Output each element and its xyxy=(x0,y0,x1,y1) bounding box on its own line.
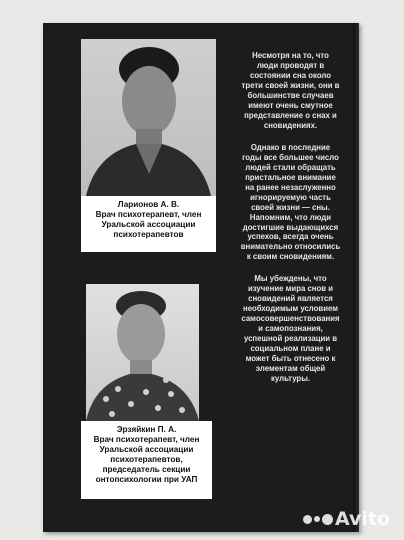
text-line: сновидений является xyxy=(248,294,333,304)
text-line: и самопознания, xyxy=(258,324,323,334)
author-photo-top xyxy=(81,39,216,196)
caption-line: председатель секции xyxy=(102,465,191,474)
text-line: большинстве случаев xyxy=(247,90,334,100)
caption-line: Врач психотерапевт, член xyxy=(93,435,200,444)
text-line: Однако в последние xyxy=(250,142,331,152)
text-line: своей жизни — сны. xyxy=(251,202,330,212)
text-line: внимательно относились xyxy=(240,242,341,252)
caption-line: психотерапевтов, xyxy=(110,455,183,464)
text-line: игнорируемую часть xyxy=(250,192,331,202)
text-line: сновидениях. xyxy=(263,120,318,130)
text-line: к своим сновидениям. xyxy=(246,252,335,262)
blurb-paragraph-1 xyxy=(228,51,353,131)
author-photo-bottom xyxy=(86,284,199,421)
text-line: представление о снах и xyxy=(244,110,337,120)
text-line: Мы убеждены, что xyxy=(254,274,327,284)
text-line: самосовершенствования xyxy=(241,314,340,324)
text-line: успешной реализации в xyxy=(243,334,338,344)
text-line: люди проводят в xyxy=(256,60,325,70)
author-caption-top xyxy=(81,196,216,252)
blurb-paragraph-3 xyxy=(228,274,353,384)
text-line: имеют очень смутное xyxy=(248,100,333,110)
caption-line: Уральской ассоциации xyxy=(99,445,194,454)
author-caption-bottom xyxy=(81,421,212,499)
text-line: необходимым условием xyxy=(242,304,338,314)
text-line: социальном плане и xyxy=(250,344,331,354)
caption-line: психотерапевтов xyxy=(113,230,184,239)
text-line: Напомним, что люди xyxy=(249,212,332,222)
text-line: успехов, всегда очень xyxy=(247,232,334,242)
caption-line: Уральской ассоциации xyxy=(101,220,196,229)
book-edge xyxy=(353,23,359,532)
text-line: годы все большее число xyxy=(242,152,339,162)
caption-line: Врач психотерапевт, член xyxy=(95,210,202,219)
watermark-text: Avito xyxy=(334,508,390,530)
text-line: состоянии сна около xyxy=(249,70,331,80)
book-back-cover xyxy=(43,23,359,532)
avito-watermark xyxy=(303,508,390,530)
text-line: на ранее незаслуженно xyxy=(245,182,336,192)
caption-line: онтопсихологии при УАП xyxy=(95,475,198,484)
blurb-paragraph-2 xyxy=(228,143,353,263)
text-line: элементам общей xyxy=(255,364,326,374)
text-line: трети своей жизни, они в xyxy=(241,80,340,90)
text-line: Несмотря на то, что xyxy=(252,51,329,60)
text-line: культуры. xyxy=(270,374,311,384)
text-line: достигшие выдающихся xyxy=(242,222,339,232)
avito-logo-icon xyxy=(303,514,333,525)
author-name-top: Ларионов А. В. xyxy=(117,200,180,209)
text-line: может быть отнесено к xyxy=(245,354,336,364)
text-line: изучение мира снов и xyxy=(247,284,334,294)
blurb-text xyxy=(228,51,353,396)
text-line: пристальное внимание xyxy=(245,172,336,182)
text-line: людей стали обращать xyxy=(245,162,336,172)
author-name-bottom: Эрзяйкин П. А. xyxy=(116,425,177,434)
